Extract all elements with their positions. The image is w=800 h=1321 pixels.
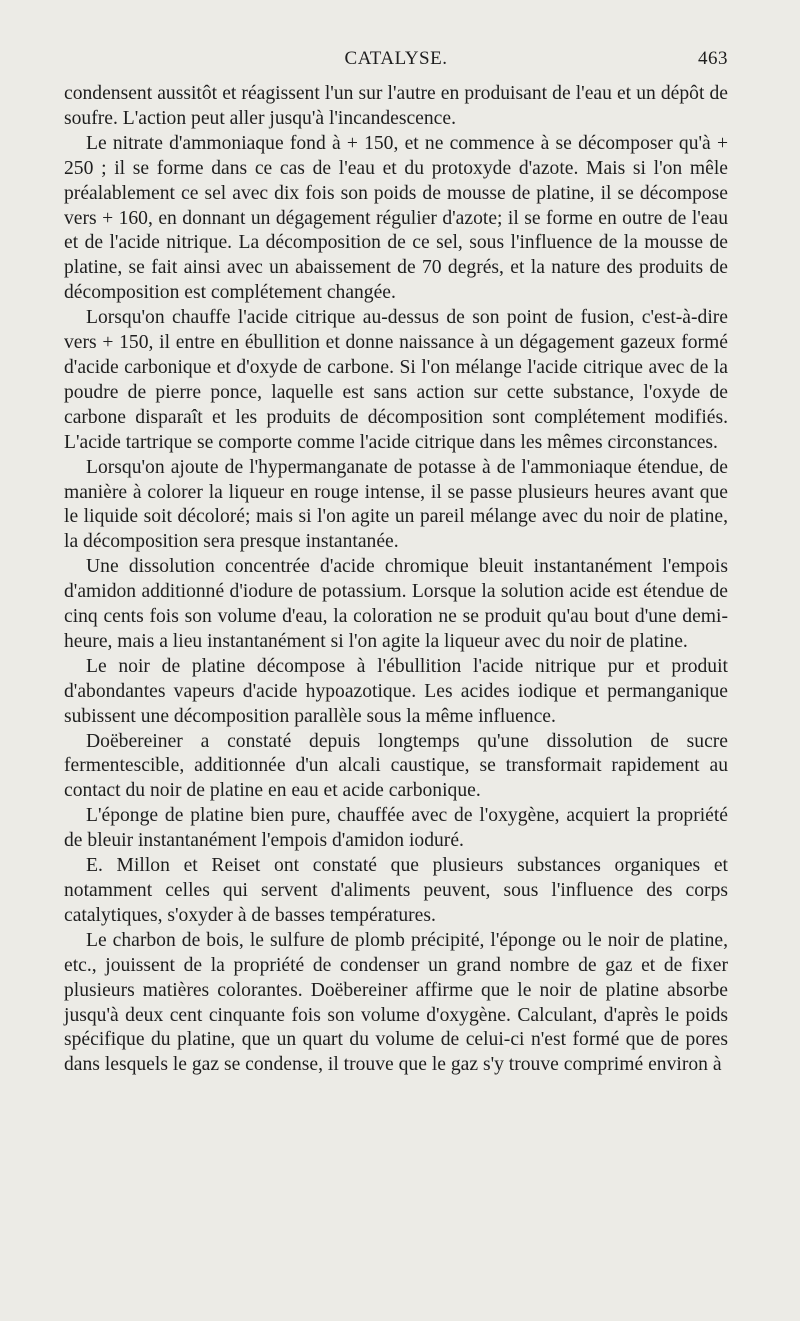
paragraph: L'éponge de platine bien pure, chauffée avec de l'oxygène, acquiert la propriété de bleuir instantanément l'empois d'amidon ioduré. <box>64 805 728 852</box>
paragraph: Lorsqu'on chauffe l'acide citrique au-dessus de son point de fusion, c'est-à-dire vers + 150, il entre en ébullition et donne naissance à un dégagement gazeux formé d'acide carbonique et d'oxyde de carbone. Si l'on mélange l'acide citrique avec de la poudre de pierre ponce, laquelle est sans action sur cette substance, l'oxyde de carbone disparaît et les produits de décomposition sont complétement modifiés. L'acide tartrique se comporte comme l'acide citrique dans les mêmes circonstances. <box>64 307 728 453</box>
paragraph: Lorsqu'on ajoute de l'hypermanganate de potasse à de l'ammoniaque étendue, de manière à colorer la liqueur en rouge intense, il se passe plusieurs heures avant que le liquide soit décoloré; mais si l'on agite un pareil mélange avec du noir de platine, la décomposition sera presque instantanée. <box>64 456 728 553</box>
page-number: 463 <box>698 48 728 69</box>
paragraph: condensent aussitôt et réagissent l'un sur l'autre en produisant de l'eau et un dépôt de soufre. L'action peut aller jusqu'à l'incandescence. <box>64 83 728 129</box>
paragraph: Une dissolution concentrée d'acide chromique bleuit instantanément l'empois d'amidon additionné d'iodure de potassium. Lorsque la solution acide est étendue de cinq cents fois son volume d'eau, la coloration ne se produit qu'au bout d'une demi-heure, mais a lieu instantanément si l'on agite la liqueur avec du noir de platine. <box>64 556 728 652</box>
paragraph: E. Millon et Reiset ont constaté que plusieurs substances organiques et notamment celles qui servent d'aliments peuvent, sous l'influence des corps catalytiques, s'oxyder à de basses températures. <box>64 855 728 926</box>
paragraph: Le charbon de bois, le sulfure de plomb précipité, l'éponge ou le noir de platine, etc., jouissent de la propriété de condenser un grand nombre de gaz et de fixer plusieurs matières colorantes. Doëbereiner affirme que le noir de platine absorbe jusqu'à deux cent cinquante fois son volume d'oxygène. Calculant, d'après le poids spécifique du platine, que un quart du volume de celui-ci n'est formé que de pores dans lesquels le gaz se condense, il trouve que le gaz s'y trouve comprimé environ à <box>64 929 728 1076</box>
paragraph: Doëbereiner a constaté depuis longtemps qu'une dissolution de sucre fermentescible, additionnée d'un alcali caustique, se transformait rapidement au contact du noir de platine en eau et acide carbonique. <box>64 730 728 802</box>
paragraph: Le nitrate d'ammoniaque fond à + 150, et ne commence à se décomposer qu'à + 250 ; il se forme dans ce cas de l'eau et du protoxyde d'azote. Mais si l'on mêle préalablement ce sel avec dix fois son poids de mousse de platine, il se décompose vers + 160, en donnant un dégagement régulier d'azote; il se forme en outre de l'eau et de l'acide nitrique. La décomposition de ce sel, sous l'influence de la mousse de platine, se fait ainsi avec un abaissement de 70 degrés, et la nature des produits de décomposition est complétement changée. <box>64 132 728 304</box>
running-header <box>64 48 728 76</box>
chapter-title: CATALYSE. <box>344 48 448 69</box>
paragraph: Le noir de platine décompose à l'ébullition l'acide nitrique pur et produit d'abondantes vapeurs d'acide hypoazotique. Les acides iodique et permanganique subissent une décomposition parallèle sous la même influence. <box>64 655 728 727</box>
body-text <box>64 82 728 1078</box>
